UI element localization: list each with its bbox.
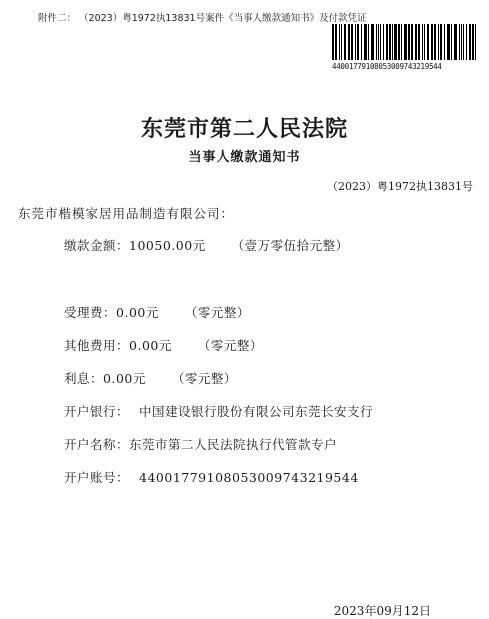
payment-amount-words: （壹万零伍拾元整） [231, 238, 349, 253]
other-fee-label: 其他费用： [64, 338, 130, 353]
barcode-bar [454, 24, 457, 60]
barcode-bar [339, 24, 340, 60]
interest-words: （零元整） [171, 371, 237, 386]
barcode-bar [463, 24, 464, 60]
barcode-bar [401, 24, 402, 60]
barcode-bar [408, 24, 410, 60]
other-fee-words: （零元整） [197, 338, 263, 353]
other-fee-value: 0.00元 [129, 338, 172, 353]
barcode-bar [459, 24, 460, 60]
account-name-line [64, 435, 337, 453]
barcode-bar [411, 24, 413, 60]
barcode-bar [335, 24, 337, 60]
barcode-bar [348, 24, 350, 60]
barcode-number: 44001779108053009743219544 [332, 62, 442, 71]
barcode-bar [357, 24, 359, 60]
barcode-bar [364, 24, 367, 60]
barcode-bar [451, 24, 452, 60]
document-title: 当事人缴款通知书 [188, 150, 301, 165]
barcode-bar [447, 24, 450, 60]
bank-label: 开户银行： [64, 404, 130, 419]
barcode-bar [431, 24, 433, 60]
issue-date: 2023年09月12日 [333, 604, 431, 618]
barcode-bar [415, 24, 417, 60]
bank-line [64, 402, 373, 420]
barcode-bar [422, 24, 423, 60]
account-name-value: 东莞市第二人民法院执行代管款专户 [129, 437, 338, 452]
barcode-bar [344, 24, 346, 60]
barcode-bar [386, 24, 388, 60]
barcode-bar [418, 24, 420, 60]
account-name-label: 开户名称： [64, 437, 130, 452]
barcode-bar [351, 24, 353, 60]
barcode-bar [469, 24, 471, 60]
barcode-bar [444, 24, 445, 60]
barcode-bar [376, 24, 377, 60]
interest-label: 利息： [64, 371, 104, 386]
barcode-bar [398, 24, 400, 60]
barcode-bar [461, 24, 462, 60]
interest-line [64, 369, 237, 387]
barcode-bar [361, 24, 362, 60]
barcode-bar [383, 24, 384, 60]
barcode-bar [341, 24, 342, 60]
filing-fee-value: 0.00元 [116, 305, 159, 320]
filing-fee-words: （零元整） [184, 305, 250, 320]
barcode-bar [440, 24, 442, 60]
filing-fee-label: 受理费： [64, 305, 117, 320]
barcode-bar [424, 24, 425, 60]
case-number: （2023）粤1972执13831号 [327, 180, 473, 193]
barcode-bar [404, 24, 407, 60]
other-fee-line [64, 336, 263, 354]
payment-amount-label: 缴款金额： [64, 238, 130, 253]
barcode-bar [368, 24, 369, 60]
interest-value: 0.00元 [103, 371, 146, 386]
barcode-bar [371, 24, 374, 60]
barcode-bar [472, 24, 474, 60]
account-number-line [64, 468, 359, 486]
barcode-bar [438, 24, 439, 60]
payment-amount-value: 10050.00元 [129, 238, 206, 253]
filing-fee-line [64, 303, 250, 321]
barcode-icon [330, 24, 480, 62]
barcode-bar [475, 24, 476, 60]
payment-amount-line [64, 236, 349, 254]
court-title: 东莞市第二人民法院 [140, 116, 348, 142]
barcode-bar [466, 24, 467, 60]
barcode-bar [392, 24, 393, 60]
barcode-bar [434, 24, 436, 60]
header-note: 附件二： （2023）粤1972执13831号案件《当事人缴款通知书》及付款凭证 [38, 13, 367, 24]
bank-value: 中国建设银行股份有限公司东莞长安支行 [139, 404, 374, 419]
recipient: 东莞市楷模家居用品制造有限公司： [18, 206, 235, 221]
barcode-bar [380, 24, 381, 60]
barcode-bar [427, 24, 429, 60]
account-number-label: 开户账号： [64, 470, 130, 485]
barcode-bar [389, 24, 391, 60]
barcode-bar [394, 24, 397, 60]
account-number-value: 44001779108053009743219544 [139, 470, 359, 485]
barcode-bar [355, 24, 356, 60]
barcode-bar [332, 24, 334, 60]
barcode-bar [378, 24, 379, 60]
